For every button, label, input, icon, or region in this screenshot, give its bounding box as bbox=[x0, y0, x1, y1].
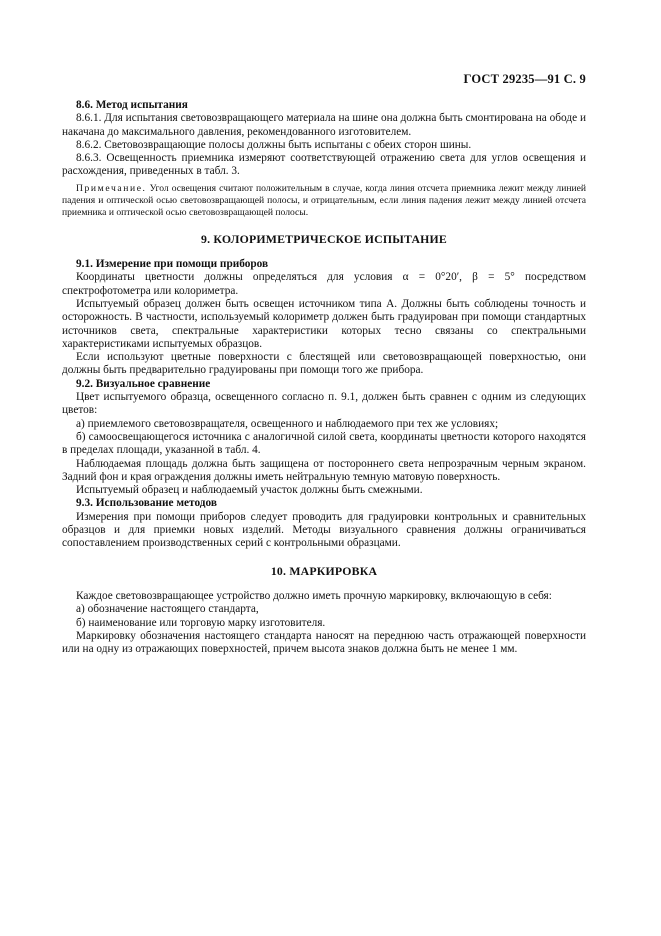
heading-9-1: 9.1. Измерение при помощи приборов bbox=[76, 258, 269, 271]
paragraph-10-b: Маркировку обозначения настоящего стандарта наносят на переднюю часть отражающей поверхности или на одну из отражающих поверхностей, причем высота знаков должна быть не менее 1 мм. bbox=[62, 629, 586, 656]
page-header: ГОСТ 29235—91 С. 9 bbox=[463, 72, 586, 86]
document-body bbox=[62, 99, 586, 656]
paragraph-10-a: Каждое световозвращающее устройство должно иметь прочную маркировку, включающую в себя: bbox=[76, 589, 552, 602]
heading-9-2: 9.2. Визуальное сравнение bbox=[76, 377, 211, 390]
paragraph-9-1-b: Испытуемый образец должен быть освещен источником типа А. Должны быть соблюдены точность и осторожность. В частности, используемый колориметр должен быть градуирован при помощи стандартных источников света, спектральные характеристики которых тесно связаны со спектральными характеристиками испытуемых образцов. bbox=[62, 297, 586, 350]
note bbox=[62, 183, 586, 219]
paragraph-8-6-1: 8.6.1. Для испытания световозвращающего материала на шине она должна быть смонтирована на ободе и накачана до максимального давления, рекомендованного изготовителем. bbox=[62, 112, 586, 138]
paragraph-9-2-a: Цвет испытуемого образца, освещенного согласно п. 9.1, должен быть сравнен с одним из следующих цветов: bbox=[62, 391, 586, 417]
paragraph-9-3: Измерения при помощи приборов следует проводить для градуировки контрольных и сравнительных образцов и для приемки новых изделий. Методы визуального сравнения должны ограничиваться сопоставлением производственных серий с контрольными образцами. bbox=[62, 510, 586, 550]
note-text: Угол освещения считают положительным в случае, когда линия отсчета приемника лежит между линией падения и оптической осью световозвращающей полосы, и отрицательным, если линия падения лежит между линией отсчета приемника и оптической осью световозвращающей полосы. bbox=[62, 182, 586, 218]
paragraph-8-6-3: 8.6.3. Освещенность приемника измеряют соответствующей отражению света для углов освещения и расхождения, приведенных в табл. 3. bbox=[62, 152, 586, 178]
heading-9-3: 9.3. Использование методов bbox=[76, 497, 217, 510]
paragraph-9-2-c: Испытуемый образец и наблюдаемый участок должны быть смежными. bbox=[76, 484, 423, 497]
heading-8-6: 8.6. Метод испытания bbox=[76, 99, 188, 111]
list-item-10-b: б) наименование или торговую марку изготовителя. bbox=[76, 616, 326, 629]
list-item-b: б) самоосвещающегося источника с аналогичной силой света, координаты цветности которого находятся в пределах площади, указанной в табл. 4. bbox=[62, 430, 586, 457]
paragraph-8-6-2: 8.6.2. Световозвращающие полосы должны быть испытаны с обеих сторон шины. bbox=[76, 138, 472, 151]
paragraph-9-2-b: Наблюдаемая площадь должна быть защищена от постороннего света непрозрачным черным экраном. Задний фон и края ограждения должны иметь нейтральную темную матовую поверхность. bbox=[62, 457, 586, 483]
note-label: Примечание. bbox=[76, 182, 147, 194]
section-title-10: 10. МАРКИРОВКА bbox=[270, 563, 378, 578]
list-item-a: а) приемлемого световозвращателя, освещенного и наблюдаемого при тех же условиях; bbox=[76, 417, 499, 430]
paragraph-9-1-a: Координаты цветности должны определяться для условия α = 0°20′, β = 5° посредством спектрофотометра или колориметра. bbox=[62, 271, 586, 297]
section-title-9: 9. КОЛОРИМЕТРИЧЕСКОЕ ИСПЫТАНИЕ bbox=[200, 231, 448, 246]
paragraph-9-1-c: Если используют цветные поверхности с блестящей или световозвращающей поверхностью, они должны быть предварительно градуированы при помощи того же прибора. bbox=[62, 351, 586, 377]
list-item-10-a: а) обозначение настоящего стандарта, bbox=[76, 603, 259, 616]
